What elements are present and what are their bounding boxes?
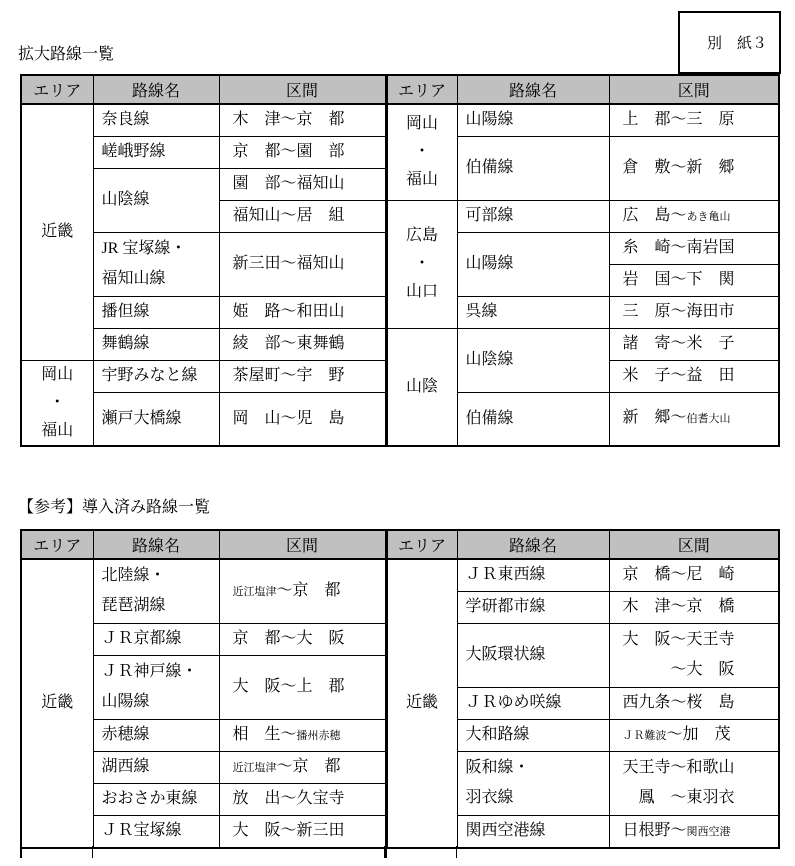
column-header-section: 区間 bbox=[219, 75, 386, 104]
line-name-cell: 阪和線・ 羽衣線 bbox=[457, 751, 609, 815]
line-name-cell: ＪＲ京都線 bbox=[93, 623, 219, 655]
section-cell: 京 都～園 部 bbox=[219, 136, 386, 168]
line-name-cell: 山陰線 bbox=[457, 328, 609, 392]
section-cell: 三 原～海田市 bbox=[609, 296, 779, 328]
table-continuation-stub bbox=[384, 846, 387, 858]
line-name-cell: ＪＲ東西線 bbox=[457, 559, 609, 591]
line-name-cell: 奈良線 bbox=[93, 104, 219, 136]
line-name-cell: 嵯峨野線 bbox=[93, 136, 219, 168]
section-cell: 倉 敷～新 郷 bbox=[609, 136, 779, 200]
line-name-cell: 山陽線 bbox=[457, 232, 609, 296]
section-cell: 大 阪～天王寺 ～大 阪 bbox=[609, 623, 779, 687]
line-name-cell: ＪＲ宝塚線 bbox=[93, 815, 219, 848]
introduced-lines-table bbox=[20, 529, 780, 849]
section-cell: 上 郡～三 原 bbox=[609, 104, 779, 136]
line-name-cell: 呉線 bbox=[457, 296, 609, 328]
section-cell: 日根野～関西空港 bbox=[609, 815, 779, 848]
line-name-cell: 関西空港線 bbox=[457, 815, 609, 848]
expanded-lines-table bbox=[20, 74, 780, 447]
section-cell: 大 阪～新三田 bbox=[219, 815, 386, 848]
line-name-cell: 伯備線 bbox=[457, 136, 609, 200]
section-cell: 園 部～福知山 bbox=[219, 168, 386, 200]
section-cell: 諸 寄～米 子 bbox=[609, 328, 779, 360]
line-name-cell: 山陰線 bbox=[93, 168, 219, 232]
column-header-line: 路線名 bbox=[93, 75, 219, 104]
column-header-line: 路線名 bbox=[457, 75, 609, 104]
table-continuation-stub bbox=[20, 846, 22, 858]
column-header-line: 路線名 bbox=[457, 530, 609, 559]
section-cell: 福知山～居 組 bbox=[219, 200, 386, 232]
section-cell: 天王寺～和歌山 鳳 ～東羽衣 bbox=[609, 751, 779, 815]
line-name-cell: JR 宝塚線・ 福知山線 bbox=[93, 232, 219, 296]
section-cell: 近江塩津～京 都 bbox=[219, 559, 386, 623]
line-name-cell: ＪＲゆめ咲線 bbox=[457, 687, 609, 719]
section-cell: 岡 山～児 島 bbox=[219, 392, 386, 445]
line-name-cell: 北陸線・ 琵琶湖線 bbox=[93, 559, 219, 623]
area-cell: 岡山 ・ 福山 bbox=[386, 104, 457, 200]
section-cell: 大 阪～上 郡 bbox=[219, 655, 386, 719]
section-cell: 糸 崎～南岩国 bbox=[609, 232, 779, 264]
section-cell: 西九条～桜 島 bbox=[609, 687, 779, 719]
column-header-area: エリア bbox=[21, 75, 93, 104]
line-name-cell: 大阪環状線 bbox=[457, 623, 609, 687]
line-name-cell: ＪＲ神戸線・ 山陽線 bbox=[93, 655, 219, 719]
section-cell: 姫 路～和田山 bbox=[219, 296, 386, 328]
line-name-cell: 瀬戸大橋線 bbox=[93, 392, 219, 445]
line-name-cell: 伯備線 bbox=[457, 392, 609, 445]
line-name-cell: 大和路線 bbox=[457, 719, 609, 751]
column-header-area: エリア bbox=[386, 530, 457, 559]
area-cell: 近畿 bbox=[21, 104, 93, 360]
column-header-area: エリア bbox=[21, 530, 93, 559]
table-continuation-stub bbox=[92, 846, 93, 858]
line-name-cell: 可部線 bbox=[457, 200, 609, 232]
column-header-section: 区間 bbox=[609, 75, 779, 104]
attachment-label-box bbox=[678, 11, 781, 74]
line-name-cell: 学研都市線 bbox=[457, 591, 609, 623]
area-cell: 近畿 bbox=[21, 559, 93, 848]
section-cell: 新三田～福知山 bbox=[219, 232, 386, 296]
attachment-label: 別 紙３ bbox=[706, 36, 767, 52]
area-cell: 山陰 bbox=[386, 328, 457, 446]
area-cell: 岡山 ・ 福山 bbox=[21, 360, 93, 446]
section-cell: 京 都～大 阪 bbox=[219, 623, 386, 655]
area-cell: 広島 ・ 山口 bbox=[386, 200, 457, 328]
line-name-cell: 宇野みなと線 bbox=[93, 360, 219, 392]
section-cell: 広 島～あき亀山 bbox=[609, 200, 779, 232]
line-name-cell: 播但線 bbox=[93, 296, 219, 328]
section-cell: 綾 部～東舞鶴 bbox=[219, 328, 386, 360]
area-cell: 近畿 bbox=[386, 559, 457, 848]
line-name-cell: 山陽線 bbox=[457, 104, 609, 136]
column-header-area: エリア bbox=[386, 75, 457, 104]
line-name-cell: 舞鶴線 bbox=[93, 328, 219, 360]
section-cell: 木 津～京 都 bbox=[219, 104, 386, 136]
column-header-line: 路線名 bbox=[93, 530, 219, 559]
section-cell: 米 子～益 田 bbox=[609, 360, 779, 392]
section-cell: 相 生～播州赤穂 bbox=[219, 719, 386, 751]
column-header-section: 区間 bbox=[609, 530, 779, 559]
table-continuation-stub bbox=[456, 846, 457, 858]
section2-title: 【参考】導入済み路線一覧 bbox=[18, 499, 211, 516]
column-header-section: 区間 bbox=[219, 530, 386, 559]
section1-title: 拡大路線一覧 bbox=[18, 46, 115, 63]
section-cell: 新 郷～伯耆大山 bbox=[609, 392, 779, 445]
section-cell: ＪＲ難波～加 茂 bbox=[609, 719, 779, 751]
line-name-cell: おおさか東線 bbox=[93, 783, 219, 815]
section-cell: 茶屋町～宇 野 bbox=[219, 360, 386, 392]
section-cell: 京 橋～尼 崎 bbox=[609, 559, 779, 591]
section-cell: 放 出～久宝寺 bbox=[219, 783, 386, 815]
section-cell: 岩 国～下 関 bbox=[609, 264, 779, 296]
section-cell: 木 津～京 橋 bbox=[609, 591, 779, 623]
line-name-cell: 湖西線 bbox=[93, 751, 219, 783]
section-cell: 近江塩津～京 都 bbox=[219, 751, 386, 783]
line-name-cell: 赤穂線 bbox=[93, 719, 219, 751]
